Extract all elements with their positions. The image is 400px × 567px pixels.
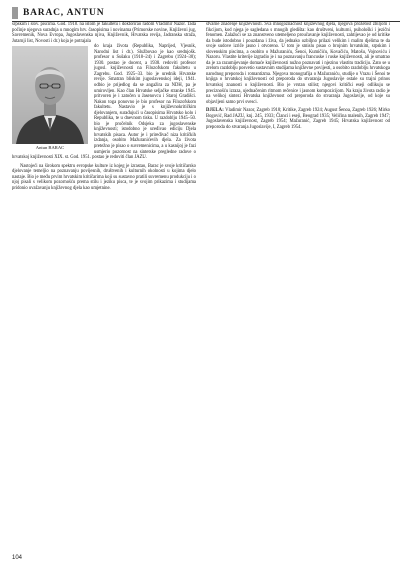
portrait-image: [12, 46, 88, 144]
running-header: [12, 7, 400, 19]
right-paragraph-main: stvarne značenje književnosti. Sva mnogoznačnost književnog djela, njegova prožetost zbiljom i fikcijom, kod njega je sagledana s mnogih gledišta: kao društveni, kulturni, psihološki i jezični fenomen. Zalažući se za znanstveno utemeljeno proučavanje književnosti, zahtijevao je od kritike da bude istodobno i pouzdana i živa, da jednako ozbiljno prilazi velikim i malim djelima te da svoje sudove izriče jasno i otvoreno. U tom je smislu pisao o brojnim hrvatskim, srpskim i slovenskim piscima, a osobito o Mažuraniću, Šenoi, Kumičiću, Kovačiću, Matošu, Vojnoviću i Nazoru. Vlastite kriterije izgradio je i na poznavanju francuske i ruske književnosti, ali je smatrao da je za razumijevanje domaće književnosti nužno poznavati i njezinu vlastitu tradiciju. Zato se u zrelom razdoblju posvetio sustavnim studijama književne povijesti, a osobito razdoblju hrvatskoga narodnog preporoda i romantizma. Njegova monografija o Mažuraniću, studije o Vrazu i Šenoi te knjiga o hrvatskoj književnosti od preporoda do stvaranja Jugoslavije ostale su trajni prinos hrvatskoj znanosti o književnosti. Bio je vrstan stilist; njegovi kritički eseji odlikuju se preciznošću izraza, ujednačenim ritmom rečenice i jasnom kompozicijom. Na kraju života radio je na velikoj sintezi Hrvatska književnost od preporoda do stvaranja Jugoslavije, od koje su objavljeni samo prvi svesci.: [206, 22, 390, 105]
works-label: DJELA:: [206, 108, 224, 114]
left-paragraph-bottom: Nastojeći na širokom spektru evropske kulture iz kojeg je izrastao, Barac je svoje kritičarsko djelovanje temeljio na poznavanju povijesnih, društvenih i kulturnih okolnosti u kojima djelo nastaje. Bio je među prvim hrvatskim kritičarima koji su sustavno pratili suvremenu produkciju i o njoj pisali s velikom pozornošću prema stilu i jeziku pisca, te je svojim prikazima i studijama pridonio uvažavanju književnog djela kao umjetnine.: [12, 163, 196, 191]
left-column: [12, 22, 196, 191]
portrait-caption: Antun BARAC: [35, 145, 65, 151]
portrait-figure: [12, 46, 88, 151]
header-marker: [12, 7, 18, 19]
right-column: [206, 22, 390, 130]
left-text-beside-photo: do kraja života (Republika, Naprijed, Vjesnik, Narodni list i dr.). Službovao je kao srednjošk. profesor u Sušaku (1918–24) i Zagrebu (1924–30); 1930. postao je docent, a 1938. redoviti profesor jugosl. književnosti na Filozofskom fakultetu u Zagrebu. God. 1925–33. bio je urednik: [94, 44, 196, 77]
page-number: 104: [12, 555, 23, 561]
portrait-photo: [12, 46, 88, 144]
header-title: BARAC, ANTUN: [23, 8, 105, 18]
works-text: Vladimir Nazor, Zagreb 1918; Kritike, Zagreb 1924; August Šenoa, Zagreb 1926; Mirko Bogović, Rad JAZU, knj. 245, 1933; Članci i eseji, Beograd 1935; Veličina malenih, Zagreb 1947; Jugoslavenska književnost, Zagreb 1954; Mažuranić, Zagreb 1945; Hrvatska književnost od preporoda do stvaranja Jugoslavije, I, Zagreb 1954.: [206, 108, 390, 130]
left-text-rest: Hrvatske revije. Smatran bliskim jugoslavenskoj ideji, 1941. odbio je prijedlog da se angažira za NDH, pa je umirovljen. Kao član Hrvatske seljačke stranke 1945. pritvoren je i zatočen u Jasenovcu i Staroj Gradišci. Nakon toga ponovno je bio profesor na Filozofskom fakultetu. Nastavio je s književnokritičkim djelovanjem, surađujući u časopisima Hrvatsko kolo i Republika, te u dnevnom tisku. U razdoblju 1945–50. bio je pročelnik Odsjeka za jugoslavenske književnosti; istodobno je uređivao ediciju Djela hrvatskih pisaca. Autor je i priređivač niza kritičkih izdanja, osobito Mažuranićevih djela. Za života pretežno je pisao o suvremenicima, a u kasnijoj je fazi usmjerio pozornost na sintetske pregledne radove o hrvatskoj književnosti XIX. st. God. 1951. postao je redoviti član JAZU.: [12, 71, 196, 161]
works-paragraph: [206, 108, 390, 130]
left-paragraph-top: srpskim i slov. piscima. God. 1918. na istom je fakultetu i doktorirao radom Vladimir Nazor. Tada počinje njegova suradnja u mnogim hrv. časopisima i novinama (Primorske novine, Književni jug, Savremenik, Nova Evropa, Jugoslavenska njiva, Književnik, Hrvatska revija, Jadranska straža, Jutarnji list, Novosti i dr.) koja je potrajala: [12, 22, 196, 44]
